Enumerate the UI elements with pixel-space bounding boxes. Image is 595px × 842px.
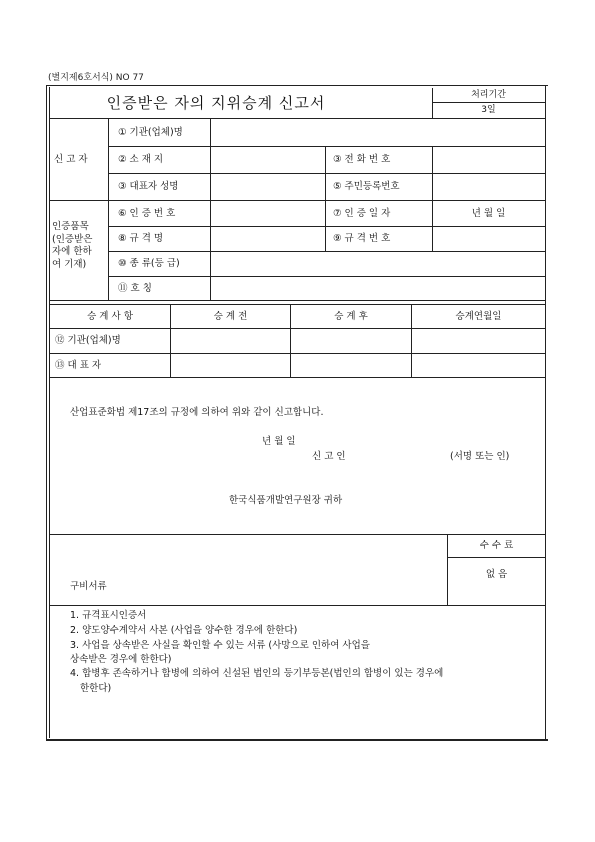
field-designation-input[interactable] [211,277,544,299]
required-docs-label: 구비서류 [70,581,107,592]
declaration-signature[interactable]: (서명 또는 인) [450,451,510,462]
fee-value: 없 음 [485,569,508,580]
field-cert-date-label: ⑦ 인 증 일 자 [333,208,391,219]
page-title: 인증받은 자의 지위승계 신고서 [106,94,326,112]
processing-period-label: 처리기간 [471,90,506,100]
field-cert-date-value[interactable]: 년 월 일 [471,208,506,219]
declaration-addressee: 한국식품개발연구원장 귀하 [229,495,343,506]
required-doc-3-cont: 상속받은 경우에 한한다) [70,654,172,665]
succession-row-company: ⑫ 기관(업체)명 [55,335,121,346]
field-type-grade-label: ⑩ 종 류(등 급) [118,258,180,269]
field-company-name-label: ① 기관(업체)명 [118,127,183,138]
field-spec-name-label: ⑧ 규 격 명 [118,233,164,244]
field-representative-label: ③ 대표자 성명 [118,181,179,192]
required-doc-3: 3. 사업을 상속받은 사실을 확인할 수 있는 서류 (사망으로 인하여 사업을 [70,640,370,651]
field-phone-input[interactable] [433,147,544,172]
field-designation-label: ⑪ 호 칭 [118,283,152,294]
required-doc-4: 4. 합병후 존속하거나 합병에 의하여 신설된 법인의 등기부등본(법인의 합병이 있는 경우에 [70,668,444,679]
required-doc-2: 2. 양도양수계약서 사본 (사업을 양수한 경우에 한한다) [70,625,298,636]
field-address-input[interactable] [211,147,324,172]
field-resident-id-input[interactable] [433,174,544,199]
succession-row-representative: ⑬ 대 표 자 [55,360,102,371]
required-doc-1: 1. 규격표시인증서 [70,610,147,621]
field-type-grade-input[interactable] [211,252,544,275]
succession-col-date: 승계연월일 [455,311,502,322]
field-phone-label: ③ 전 화 번 호 [333,154,391,165]
succession-col-before: 승 계 전 [213,311,248,322]
succession-col-after: 승 계 후 [334,311,368,322]
declaration-text: 산업표준화법 제17조의 규정에 의하여 위와 같이 신고합니다. [70,407,324,418]
field-cert-number-label: ⑥ 인 증 번 호 [118,208,176,219]
declaration-date[interactable]: 년 월 일 [262,436,296,447]
field-address-label: ② 소 재 지 [118,154,164,165]
fee-label: 수 수 료 [479,540,514,551]
declaration-reporter: 신 고 인 [312,451,346,462]
cert-section-label: 인증품목 (인증받은 자에 한하 여 기재) [52,221,93,270]
field-representative-input[interactable] [211,174,324,199]
succession-col-item: 승 계 사 항 [87,311,133,322]
reporter-section-label: 신 고 자 [54,154,88,165]
processing-period-value: 3일 [481,105,496,115]
form-number: (별지제6호서식) NO 77 [48,73,144,83]
field-spec-number-label: ⑨ 규 격 번 호 [333,233,391,244]
field-resident-id-label: ⑤ 주민등록번호 [333,181,400,192]
field-company-name-input[interactable] [211,119,544,145]
required-doc-4-cont: 한한다) [80,683,112,694]
